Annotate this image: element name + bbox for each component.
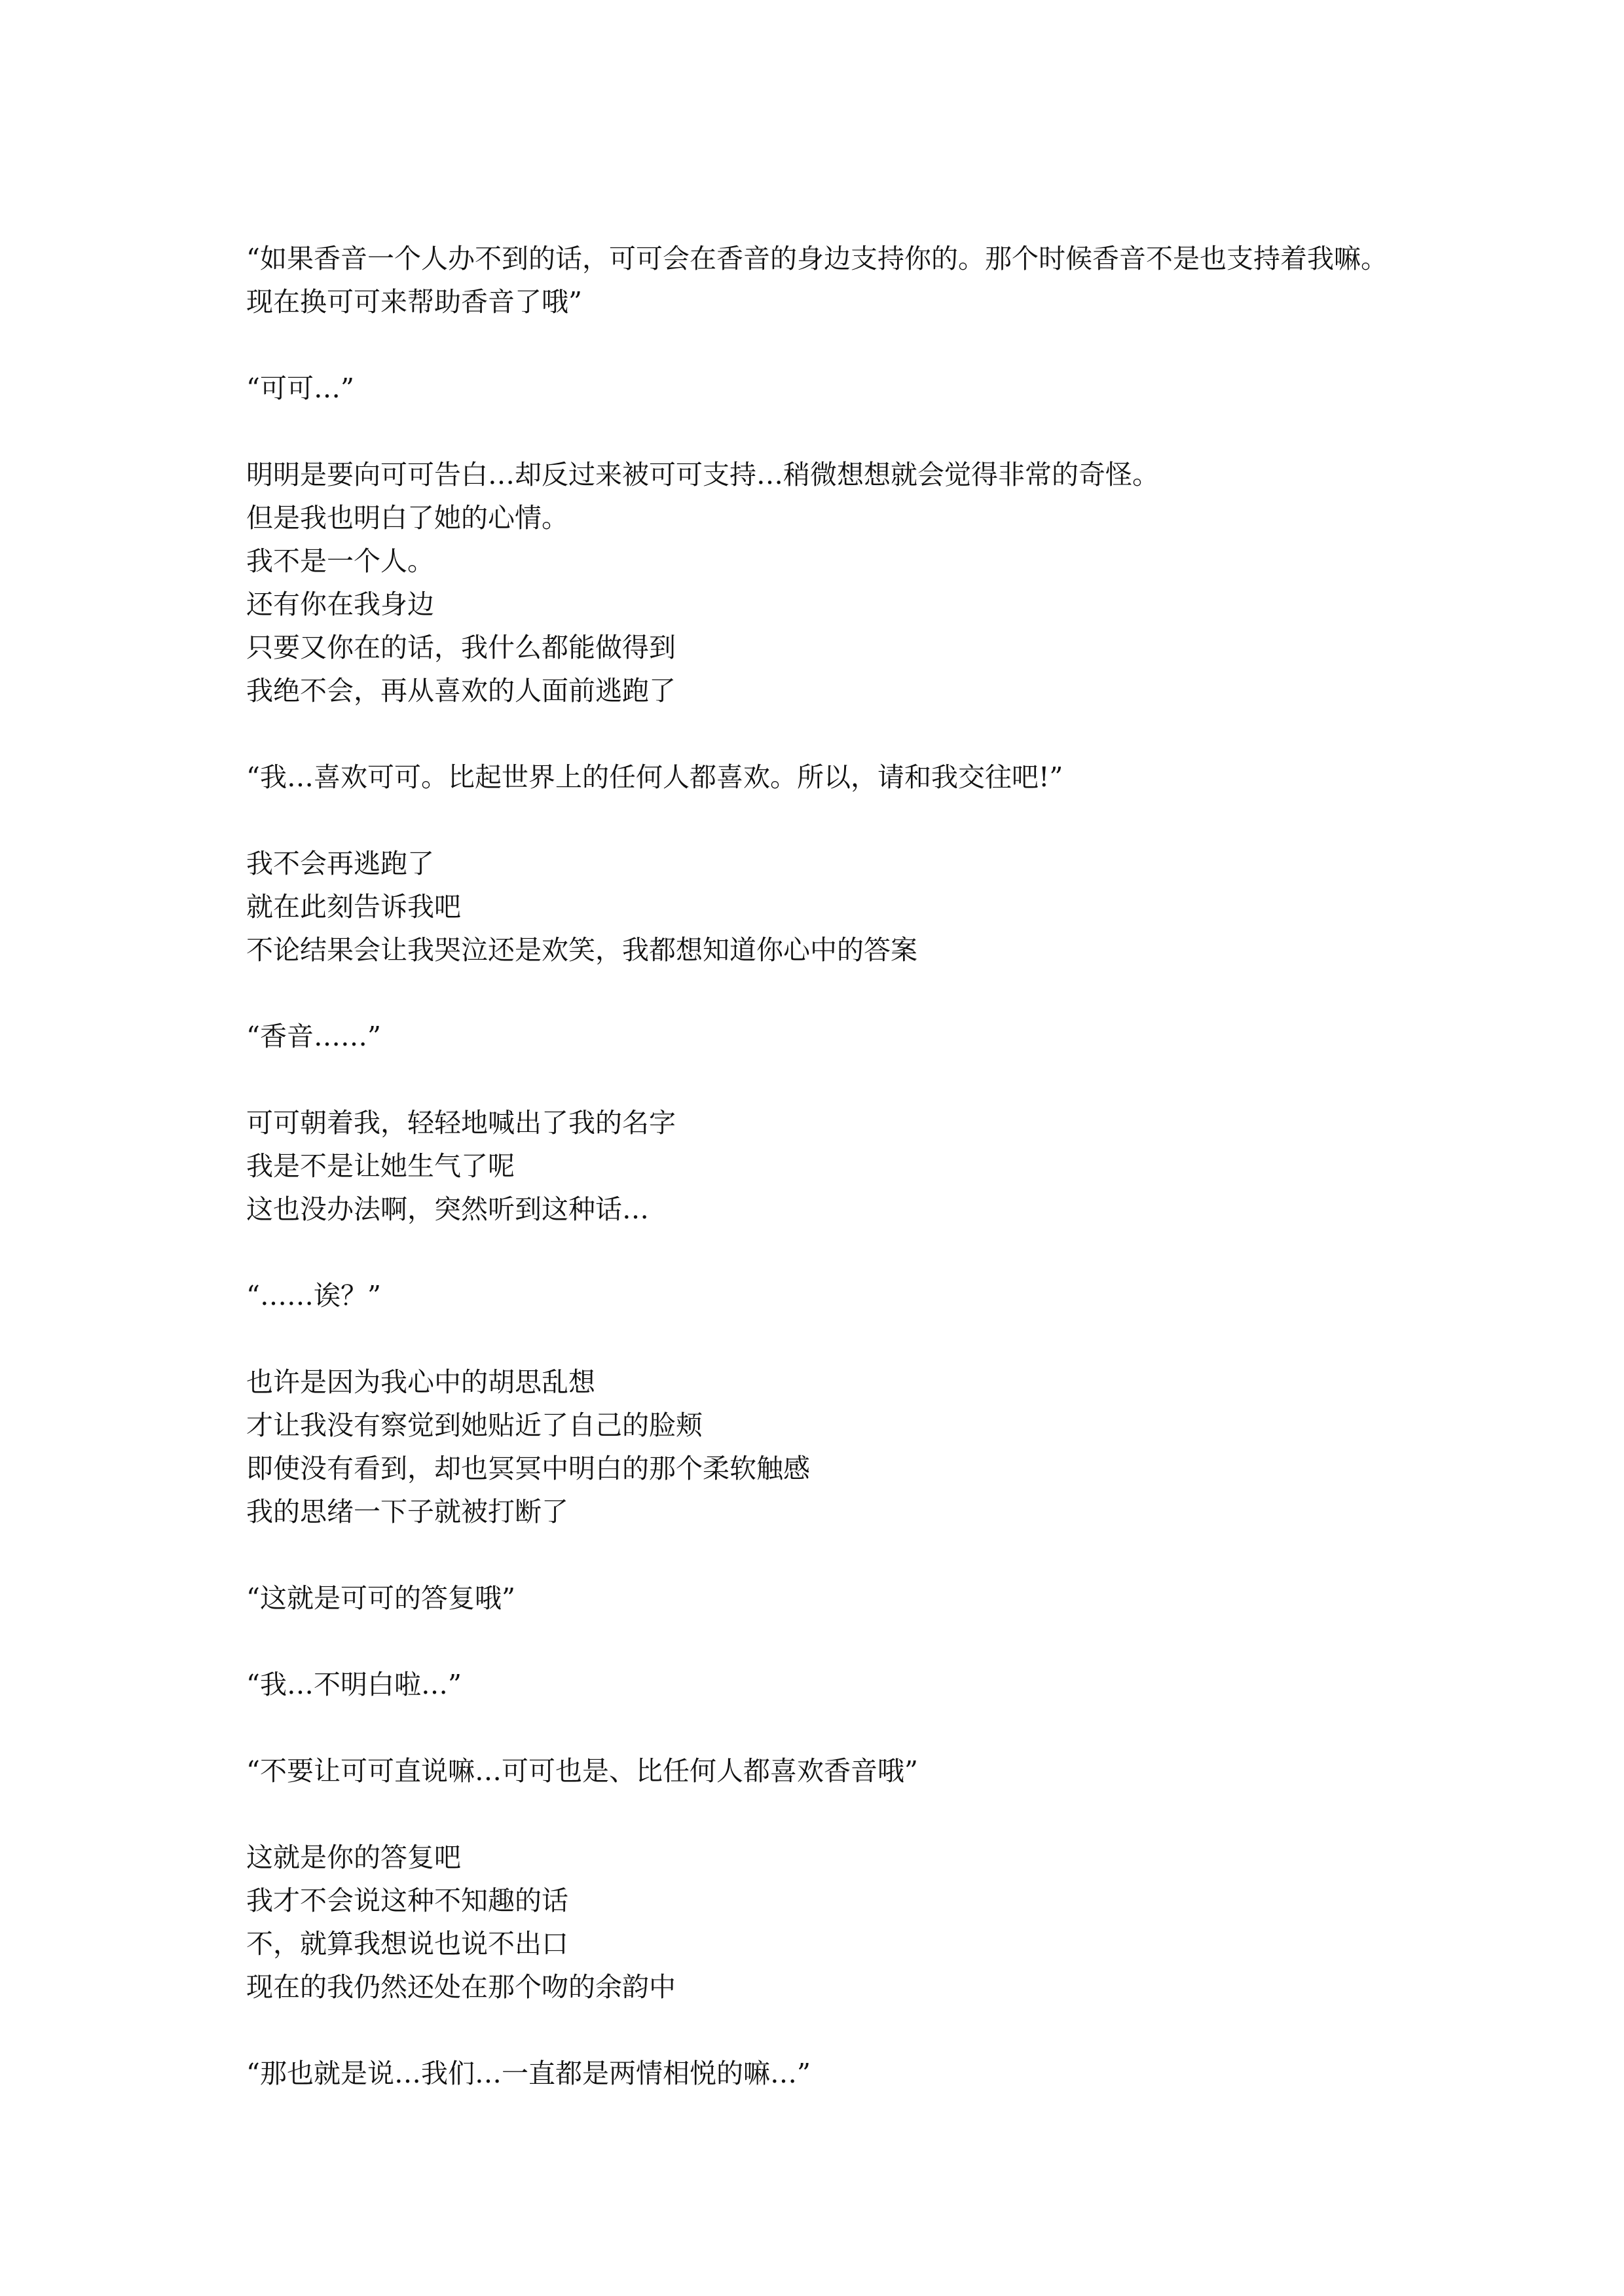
text-line: “这就是可可的答复哦” <box>246 1582 515 1614</box>
paragraph-9 <box>246 1360 1399 1533</box>
text-line: 即使没有看到，却也冥冥中明白的那个柔软触感 <box>246 1453 810 1484</box>
text-line: 但是我也明白了她的心情。 <box>246 502 568 534</box>
paragraph-13 <box>246 1836 1399 2009</box>
text-line: 只要又你在的话，我什么都能做得到 <box>246 632 676 663</box>
text-line: “不要让可可直说嘛…可可也是、比任何人都喜欢香音哦” <box>246 1755 918 1787</box>
text-line: 现在的我仍然还处在那个吻的余韵中 <box>246 1971 676 2003</box>
paragraph-8 <box>246 1274 1399 1317</box>
paragraph-4 <box>246 756 1399 799</box>
paragraph-10 <box>246 1576 1399 1620</box>
text-line: 也许是因为我心中的胡思乱想 <box>246 1366 595 1398</box>
text-line: 就在此刻告诉我吧 <box>246 891 461 922</box>
paragraph-2 <box>246 367 1399 410</box>
text-line: 这也没办法啊，突然听到这种话… <box>246 1194 649 1225</box>
text-line: “我…喜欢可可。比起世界上的任何人都喜欢。所以，请和我交往吧!” <box>246 761 1063 793</box>
text-line: 可可朝着我，轻轻地喊出了我的名字 <box>246 1107 676 1139</box>
text-line: “……诶？” <box>246 1280 381 1311</box>
text-line: 我不会再逃跑了 <box>246 848 434 879</box>
text-line: 这就是你的答复吧 <box>246 1842 461 1873</box>
text-line: 我不是一个人。 <box>246 545 434 577</box>
text-line: 明明是要向可可告白…却反过来被可可支持…稍微想想就会觉得非常的奇怪。 <box>246 459 1159 490</box>
text-line: “香音……” <box>246 1021 381 1052</box>
text-line: 才让我没有察觉到她贴近了自己的脸颊 <box>246 1410 703 1441</box>
paragraph-1 <box>246 237 1399 323</box>
text-line: 我绝不会，再从喜欢的人面前逃跑了 <box>246 675 676 706</box>
text-line: “那也就是说…我们…一直都是两情相悦的嘛…” <box>246 2058 811 2089</box>
text-line: 我的思绪一下子就被打断了 <box>246 1496 568 1527</box>
text-line: 还有你在我身边 <box>246 589 434 620</box>
paragraph-3 <box>246 453 1399 712</box>
paragraph-5 <box>246 842 1399 972</box>
text-line: 不，就算我想说也说不出口 <box>246 1928 568 1959</box>
text-line: 我才不会说这种不知趣的话 <box>246 1885 568 1916</box>
text-line: 不论结果会让我哭泣还是欢笑，我都想知道你心中的答案 <box>246 934 917 966</box>
paragraph-12 <box>246 1749 1399 1793</box>
text-line: “如果香音一个人办不到的话，可可会在香音的身边支持你的。那个时候香音不是也支持着我嘛。现在换可可来帮助香音了哦” <box>246 243 1388 318</box>
text-line: “我…不明白啦…” <box>246 1669 462 1700</box>
paragraph-11 <box>246 1663 1399 1706</box>
paragraph-7 <box>246 1101 1399 1231</box>
text-line: 我是不是让她生气了呢 <box>246 1150 515 1182</box>
paragraph-6 <box>246 1015 1399 1058</box>
document-body <box>246 237 1399 2095</box>
paragraph-14 <box>246 2052 1399 2095</box>
text-line: “可可…” <box>246 373 354 404</box>
